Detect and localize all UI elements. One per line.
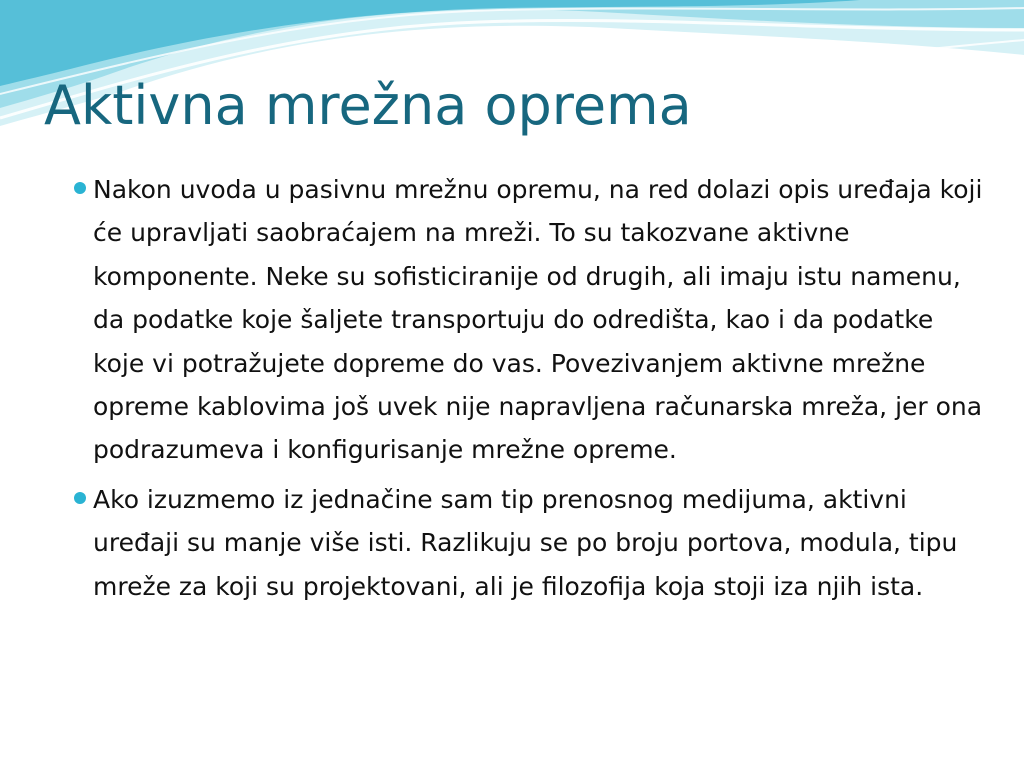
bullet-item bbox=[72, 168, 992, 472]
bullet-list bbox=[72, 168, 992, 614]
bullet-dot-icon bbox=[74, 182, 86, 194]
bullet-text: Ako izuzmemo iz jednačine sam tip prenosnog medijuma, aktivni uređaji su manje više isti. Razlikuju se po broju portova, modula, tipu mreže za koji su projektovani, ali je filozofija koja stoji iza njih ista. bbox=[93, 484, 958, 601]
bullet-dot-icon bbox=[74, 492, 86, 504]
bullet-item bbox=[72, 478, 992, 608]
bullet-text: Nakon uvoda u pasivnu mrežnu opremu, na red dolazi opis uređaja koji će upravljati saobraćajem na mreži. To su takozvane aktivne komponente. Neke su sofisticiranije od drugih, ali imaju istu namenu, da podatke koje šaljete transportuju do odredišta, kao i da podatke koje vi potražujete dopreme do vas. Povezivanjem aktivne mrežne opreme kablovima još uvek nije napravljena računarska mreža, jer ona podrazumeva i konfigurisanje mrežne opreme. bbox=[93, 175, 983, 465]
slide-title: Aktivna mrežna oprema bbox=[44, 74, 692, 137]
